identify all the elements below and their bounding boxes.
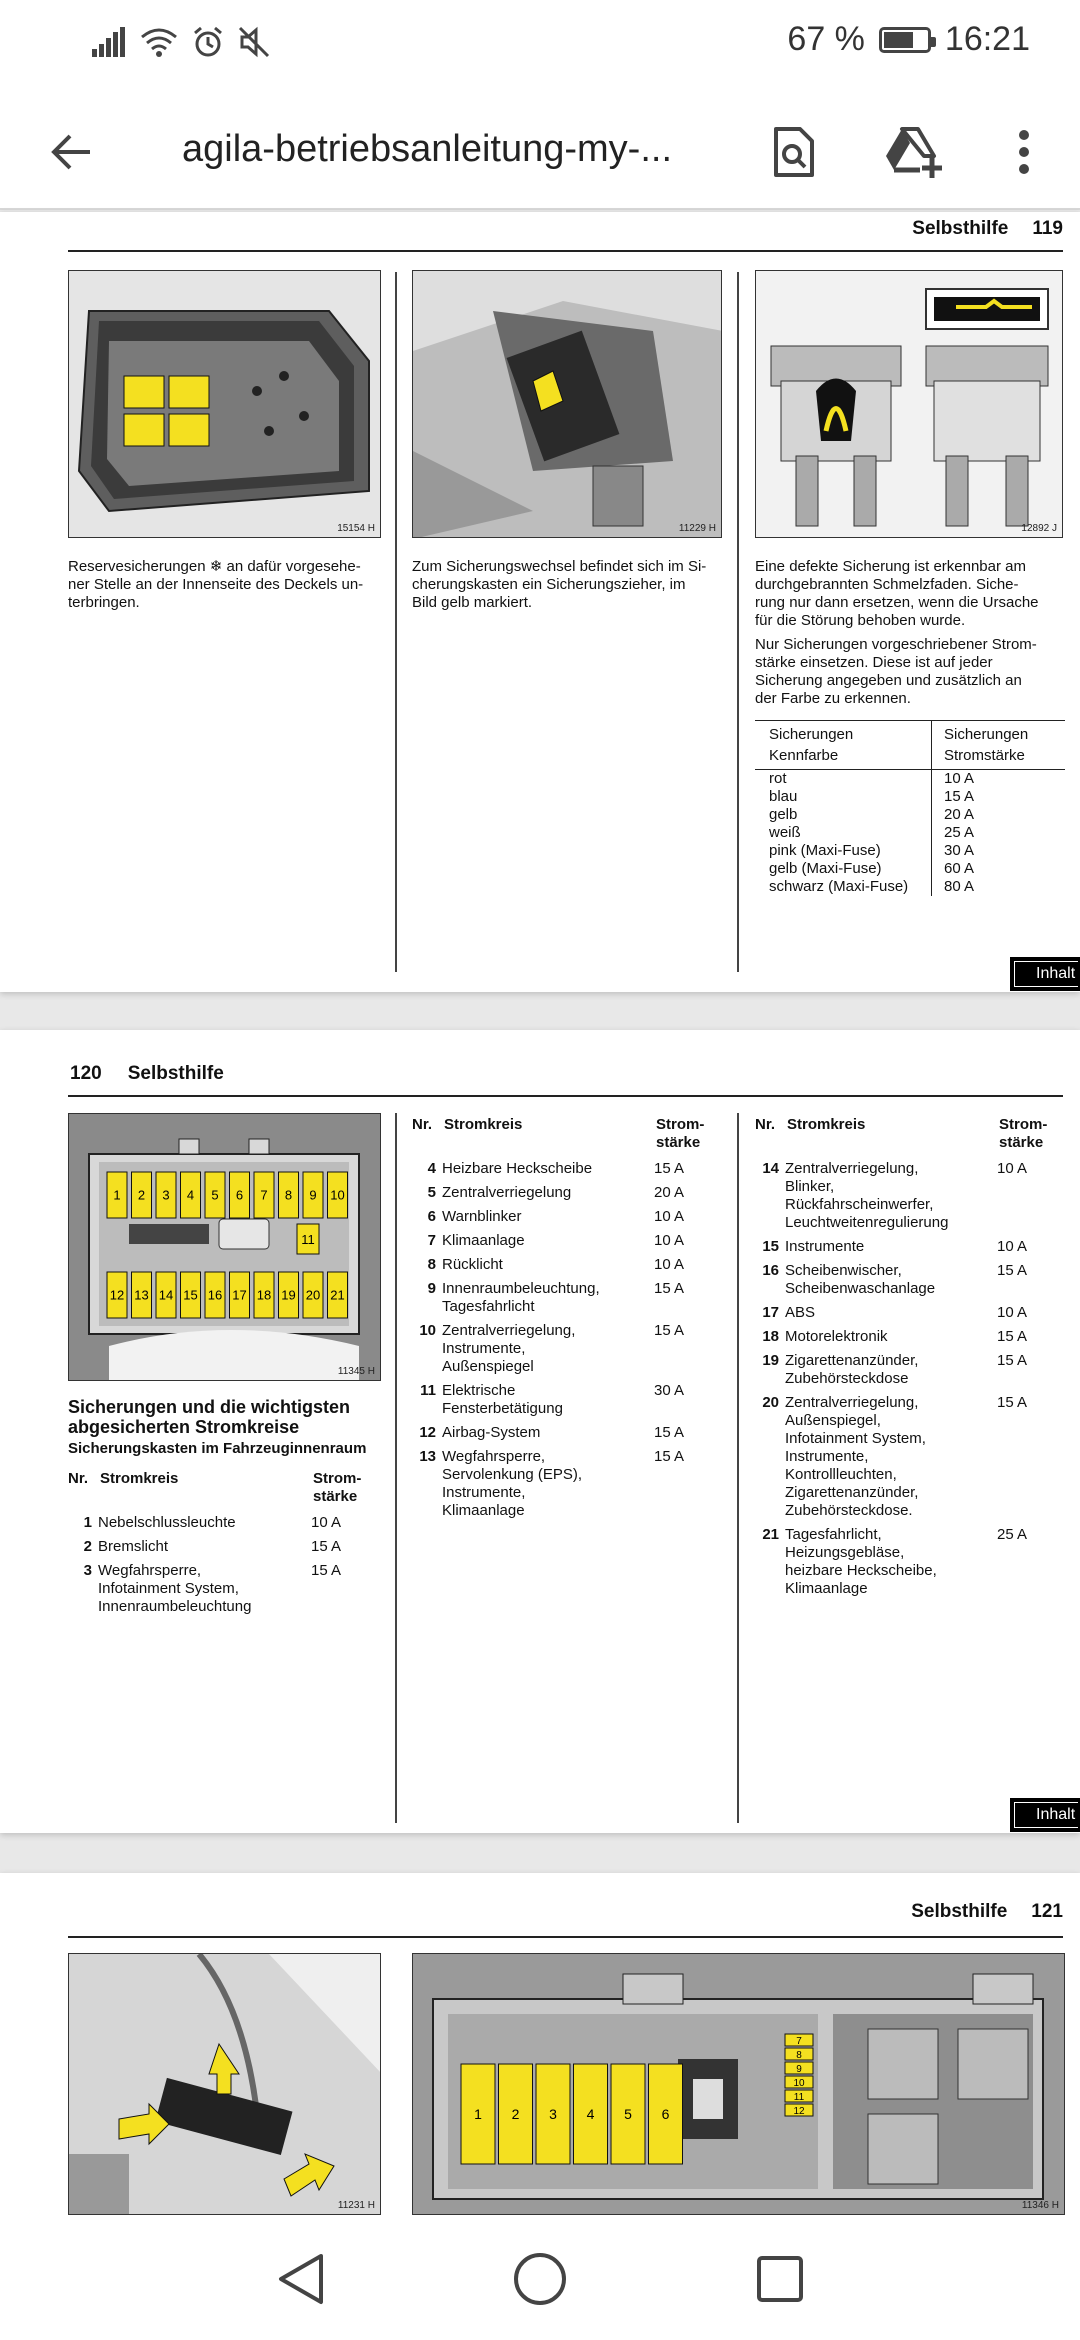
- fuse-label: 10: [330, 1187, 345, 1203]
- table-row: [755, 842, 1065, 860]
- circuit-name: Tagesfahrlicht, Heizungsgebläse, heizbare Heckscheibe, Klimaanlage: [785, 1526, 937, 1597]
- header-title: Selbsthilfe: [911, 1901, 1008, 1922]
- list-body: [412, 1160, 704, 1520]
- circuit-name: Scheibenwischer, Scheibenwaschanlage: [785, 1262, 936, 1297]
- col-circuit: Stromkreis: [444, 1116, 523, 1133]
- circuit-name: Zigarettenanzünder, Zubehörsteckdose: [785, 1352, 919, 1387]
- circuit-number: 12: [419, 1424, 436, 1441]
- image-number: 11345 H: [337, 1366, 375, 1377]
- circuit-name: Airbag-System: [442, 1424, 541, 1441]
- circuit-name: Wegfahrsperre, Infotainment System, Innenraumbeleuchtung: [98, 1562, 252, 1615]
- col-nr: Nr.: [412, 1116, 433, 1133]
- fuse-label: 9: [309, 1187, 317, 1203]
- circuit-number: 21: [762, 1526, 779, 1543]
- fuse-11: [297, 1224, 319, 1254]
- header-page-number: 121: [1031, 1901, 1063, 1922]
- fuse-puller-illustration: [413, 271, 722, 538]
- section-title: Sicherungen und die wichtigsten abgesicherten Stromkreise: [68, 1397, 351, 1437]
- circuit-amp: 10 A: [997, 1238, 1028, 1255]
- table-body: [755, 770, 1065, 896]
- fuse-amp: 25 A: [931, 824, 974, 842]
- column-divider: [737, 1113, 739, 1823]
- square-recents-icon: [755, 2254, 805, 2304]
- fuse-label: 3: [549, 2106, 557, 2123]
- circuit-name: Zentralverriegelung, Blinker, Rückfahrscheinwerfer, Leuchtweitenregulierung: [785, 1160, 949, 1231]
- header-page-number: 119: [1032, 218, 1063, 239]
- nav-home-button[interactable]: [508, 2247, 572, 2311]
- circuit-amp: 25 A: [997, 1526, 1028, 1543]
- fuse-label: 12: [793, 2106, 805, 2117]
- engine-bay-illustration: [69, 1954, 381, 2215]
- add-to-drive-button[interactable]: [882, 120, 946, 184]
- circuit-number: 16: [762, 1262, 779, 1279]
- image-number: 15154 H: [337, 523, 375, 534]
- fuse-color: schwarz (Maxi-Fuse): [769, 878, 909, 895]
- fuse-label: 17: [232, 1287, 247, 1303]
- circuit-name: Zentralverriegelung: [442, 1184, 572, 1201]
- circuit-number: 20: [762, 1394, 779, 1411]
- circuit-number: 9: [427, 1280, 436, 1297]
- list-header: [412, 1116, 704, 1152]
- circuit-name: Heizbare Heckscheibe: [442, 1160, 593, 1177]
- circuit-amp: 15 A: [654, 1280, 685, 1297]
- circuit-number: 13: [419, 1448, 436, 1465]
- table-row: [755, 824, 1065, 842]
- search-document-button[interactable]: [762, 120, 826, 184]
- fuse-label: 20: [305, 1287, 321, 1303]
- list-item: [68, 1538, 361, 1556]
- list-item: [412, 1232, 704, 1250]
- inhalt-button[interactable]: [1010, 1798, 1080, 1832]
- col-amp: Strom- stärke: [999, 1116, 1048, 1151]
- header-title: Selbsthilfe: [127, 1063, 224, 1084]
- fuse-color-table: [755, 720, 1065, 896]
- list-item: [755, 1526, 1047, 1598]
- circuit-number: 19: [762, 1352, 779, 1369]
- circuit-amp: 10 A: [311, 1514, 342, 1531]
- list-item: [412, 1184, 704, 1202]
- fuse-color: gelb: [769, 806, 798, 823]
- circuit-amp: 15 A: [654, 1160, 685, 1177]
- nav-recents-button[interactable]: [748, 2247, 812, 2311]
- circuit-number: 11: [420, 1382, 436, 1399]
- fuse-label: 21: [330, 1287, 345, 1303]
- interior-fusebox-diagram: [69, 1114, 381, 1381]
- inhalt-label: Inhalt: [1036, 1806, 1076, 1823]
- table-row: [755, 878, 1065, 896]
- fuse-label: 12: [109, 1287, 125, 1303]
- list-item: [755, 1304, 1047, 1322]
- circuit-amp: 30 A: [654, 1382, 685, 1399]
- list-body: [755, 1160, 1047, 1598]
- status-icons-left: [92, 26, 270, 58]
- triangle-back-icon: [275, 2252, 325, 2306]
- circuit-amp: 15 A: [311, 1538, 342, 1555]
- list-item: [412, 1208, 704, 1226]
- list-body: [68, 1514, 361, 1616]
- circuit-amp: 20 A: [654, 1184, 685, 1201]
- circuit-amp: 10 A: [997, 1160, 1028, 1177]
- list-item: [68, 1562, 361, 1616]
- wifi-icon: [140, 27, 178, 57]
- list-item: [412, 1448, 704, 1520]
- fuse-amp: 80 A: [931, 878, 974, 896]
- reserve-fuse-text: Reservesicherungen ❄ an dafür vorgesehe- ner Stelle an der Innenseite des Deckels un- terbringen.: [68, 558, 364, 611]
- list-item: [412, 1382, 704, 1418]
- table-header-amp: Sicherungen Stromstärke: [931, 721, 1028, 769]
- circuit-amp: 15 A: [654, 1322, 685, 1339]
- fuse-comparison-illustration: [756, 271, 1063, 538]
- fuse-label: 16: [207, 1287, 223, 1303]
- circuit-name: Motorelektronik: [785, 1328, 888, 1345]
- signal-icon: [92, 27, 126, 57]
- fuse-cover-illustration: [69, 271, 381, 538]
- fuse-amp: 30 A: [931, 842, 974, 860]
- table-row: [755, 806, 1065, 824]
- circuit-amp: 10 A: [654, 1256, 685, 1273]
- list-item: [68, 1514, 361, 1532]
- list-item: [755, 1394, 1047, 1520]
- fuse-label: 4: [586, 2106, 595, 2123]
- app-bar: [0, 92, 1080, 210]
- circuit-name: Wegfahrsperre, Servolenkung (EPS), Instrumente, Klimaanlage: [442, 1448, 583, 1519]
- fuse-label: 11: [301, 1232, 315, 1247]
- fuse-label: 6: [235, 1187, 244, 1203]
- header-rule: [68, 1936, 1063, 1938]
- fuse-label: 8: [284, 1187, 293, 1203]
- list-header: [755, 1116, 1047, 1152]
- engine-fusebox-image: [412, 1953, 1065, 2215]
- circuit-name: Bremslicht: [98, 1538, 169, 1555]
- circuit-number: 7: [427, 1232, 436, 1249]
- circuit-number: 18: [762, 1328, 779, 1345]
- circuit-number: 15: [762, 1238, 779, 1255]
- alarm-icon: [192, 26, 224, 58]
- page-header: [912, 218, 1063, 240]
- header-title: Selbsthilfe: [912, 218, 1009, 239]
- table-row: [755, 788, 1065, 806]
- circuit-amp: 15 A: [311, 1562, 342, 1579]
- fuse-label: 1: [113, 1187, 121, 1203]
- fuse-puller-image: [412, 270, 722, 538]
- battery-percent: 67 %: [787, 20, 865, 58]
- inhalt-button[interactable]: [1010, 957, 1080, 991]
- circuit-name: ABS: [785, 1304, 816, 1321]
- find-in-page-icon: [772, 126, 816, 178]
- list-item: [412, 1424, 704, 1442]
- status-bar: [0, 0, 1080, 92]
- col-circuit: Stromkreis: [100, 1470, 179, 1487]
- fuse-label: 8: [796, 2050, 802, 2061]
- fuse-label: 13: [134, 1287, 149, 1303]
- circuit-list-3: [755, 1116, 1047, 1604]
- table-header-color: Sicherungen Kennfarbe: [769, 726, 854, 764]
- fuse-label: 14: [158, 1287, 174, 1303]
- list-item: [755, 1238, 1047, 1256]
- fuse-label: 19: [281, 1287, 296, 1303]
- fuse-label: 15: [183, 1287, 198, 1303]
- nav-back-button[interactable]: [268, 2247, 332, 2311]
- fuse-color: rot: [769, 770, 787, 787]
- col-amp: Strom- stärke: [313, 1470, 362, 1505]
- circuit-number: 17: [762, 1304, 779, 1321]
- fuse-label: 9: [796, 2064, 802, 2075]
- engine-fusebox-diagram: [413, 1954, 1065, 2215]
- header-page-number: 120: [70, 1063, 102, 1084]
- page-header: [70, 1063, 224, 1085]
- fuse-label: 1: [474, 2106, 482, 2123]
- list-item: [755, 1262, 1047, 1298]
- circuit-name: Innenraumbeleuchtung, Tagesfahrlicht: [442, 1280, 600, 1315]
- fuse-label: 5: [211, 1187, 219, 1203]
- fuse-label: 5: [624, 2106, 632, 2123]
- fuse-color: weiß: [769, 824, 801, 841]
- fuse-amp: 10 A: [931, 770, 974, 788]
- column-divider: [737, 272, 739, 972]
- list-item: [412, 1280, 704, 1316]
- circuit-number: 4: [427, 1160, 436, 1177]
- table-header-row: [755, 720, 1065, 770]
- list-header: [68, 1470, 361, 1506]
- fuse-label: 6: [661, 2106, 670, 2123]
- image-number: 11346 H: [1021, 2200, 1059, 2211]
- col-nr: Nr.: [755, 1116, 776, 1133]
- small-fuse-column: [785, 2034, 813, 2117]
- circuit-list-2: [412, 1116, 704, 1526]
- header-rule: [68, 250, 1063, 252]
- fuse-label: 11: [793, 2092, 805, 2103]
- list-item: [412, 1160, 704, 1178]
- circle-home-icon: [513, 2252, 567, 2306]
- section-subtitle: Sicherungskasten im Fahrzeuginnenraum: [68, 1440, 367, 1457]
- fuse-color: blau: [769, 788, 798, 805]
- defective-fuse-text: Eine defekte Sicherung ist erkennbar am durchgebrannten Schmelzfaden. Siche- rung nur dann ersetzen, wenn die Ursache für die Störung behoben wurde.: [755, 558, 1039, 629]
- fuse-rating-text: Nur Sicherungen vorgeschriebener Strom- stärke einsetzen. Diese ist auf jeder Sicherung angegeben und zusätzlich an der Farbe zu erkennen.: [755, 636, 1037, 707]
- circuit-name: Instrumente: [785, 1238, 865, 1255]
- battery-icon: [879, 27, 931, 53]
- list-item: [412, 1256, 704, 1274]
- table-row: [755, 770, 1065, 788]
- circuit-amp: 10 A: [997, 1304, 1028, 1321]
- circuit-amp: 15 A: [997, 1352, 1028, 1369]
- fuse-amp: 15 A: [931, 788, 974, 806]
- circuit-amp: 15 A: [997, 1328, 1028, 1345]
- back-button[interactable]: [42, 122, 102, 182]
- list-item: [755, 1328, 1047, 1346]
- fuse-label: 3: [162, 1187, 170, 1203]
- mute-icon: [238, 26, 270, 58]
- inhalt-label: Inhalt: [1036, 965, 1076, 982]
- image-number: 11231 H: [337, 2200, 375, 2211]
- column-divider: [395, 272, 397, 972]
- circuit-amp: 15 A: [654, 1424, 685, 1441]
- circuit-number: 6: [427, 1208, 436, 1225]
- circuit-name: Nebelschlussleuchte: [98, 1514, 236, 1531]
- fuse-label: 10: [793, 2078, 805, 2089]
- pdf-page-119: [0, 212, 1080, 992]
- circuit-name: Rücklicht: [442, 1256, 503, 1273]
- fuse-amp: 60 A: [931, 860, 974, 878]
- circuit-name: Warnblinker: [442, 1208, 522, 1225]
- col-nr: Nr.: [68, 1470, 89, 1487]
- fuse-amp: 20 A: [931, 806, 974, 824]
- pdf-page-120: [0, 1030, 1080, 1833]
- circuit-amp: 10 A: [654, 1208, 685, 1225]
- circuit-amp: 15 A: [997, 1394, 1028, 1411]
- page-header: [911, 1901, 1063, 1923]
- list-item: [755, 1160, 1047, 1232]
- fuse-comparison-image: [755, 270, 1063, 538]
- list-item: [755, 1352, 1047, 1388]
- circuit-number: 8: [427, 1256, 436, 1273]
- fuse-color: gelb (Maxi-Fuse): [769, 860, 882, 877]
- engine-fusebox-location-image: [68, 1953, 381, 2215]
- circuit-number: 2: [83, 1538, 92, 1555]
- circuit-name: Elektrische Fensterbetätigung: [442, 1382, 563, 1417]
- status-icons-right: [787, 20, 1030, 59]
- column-divider: [395, 1113, 397, 1823]
- circuit-list-1: [68, 1470, 361, 1622]
- navigation-bar: [0, 2215, 1080, 2340]
- fuse-label: 7: [260, 1187, 268, 1203]
- circuit-amp: 15 A: [654, 1448, 685, 1465]
- image-number: 12892 J: [1021, 523, 1057, 534]
- fuse-label: 18: [256, 1287, 272, 1303]
- list-item: [412, 1322, 704, 1376]
- col-circuit: Stromkreis: [787, 1116, 866, 1133]
- drive-add-icon: [884, 126, 944, 178]
- circuit-amp: 15 A: [997, 1262, 1028, 1279]
- image-number: 11229 H: [678, 523, 716, 534]
- circuit-amp: 10 A: [654, 1232, 685, 1249]
- fuse-color: pink (Maxi-Fuse): [769, 842, 881, 859]
- circuit-name: Zentralverriegelung, Instrumente, Außenspiegel: [442, 1322, 576, 1375]
- more-vert-icon: [1018, 130, 1030, 174]
- fuse-puller-text: Zum Sicherungswechsel befindet sich im Si- cherungskasten ein Sicherungszieher, im Bild gelb markiert.: [412, 558, 707, 611]
- fuse-label: 7: [796, 2036, 802, 2047]
- more-options-button[interactable]: [992, 120, 1056, 184]
- fuse-cover-image: [68, 270, 381, 538]
- circuit-name: Klimaanlage: [442, 1232, 525, 1249]
- circuit-number: 14: [762, 1160, 779, 1177]
- clock: 16:21: [944, 20, 1030, 58]
- circuit-number: 3: [83, 1562, 92, 1579]
- arrow-left-icon: [50, 132, 94, 172]
- circuit-name: Zentralverriegelung, Außenspiegel, Infotainment System, Instrumente, Kontrollleuchten, Zigarettenanzünder, Zubehörsteckdose.: [785, 1394, 926, 1519]
- header-rule: [68, 1095, 1063, 1097]
- fuse-label: 2: [137, 1187, 146, 1203]
- interior-fusebox-image: [68, 1113, 381, 1381]
- pdf-page-121: [0, 1873, 1080, 2215]
- col-amp: Strom- stärke: [656, 1116, 705, 1151]
- fuse-label: 4: [186, 1187, 195, 1203]
- circuit-number: 10: [419, 1322, 436, 1339]
- fuse-label: 2: [511, 2106, 520, 2123]
- table-row: [755, 860, 1065, 878]
- circuit-number: 5: [427, 1184, 436, 1201]
- document-title: agila-betriebsanleitung-my-...: [182, 128, 673, 170]
- circuit-number: 1: [83, 1514, 92, 1531]
